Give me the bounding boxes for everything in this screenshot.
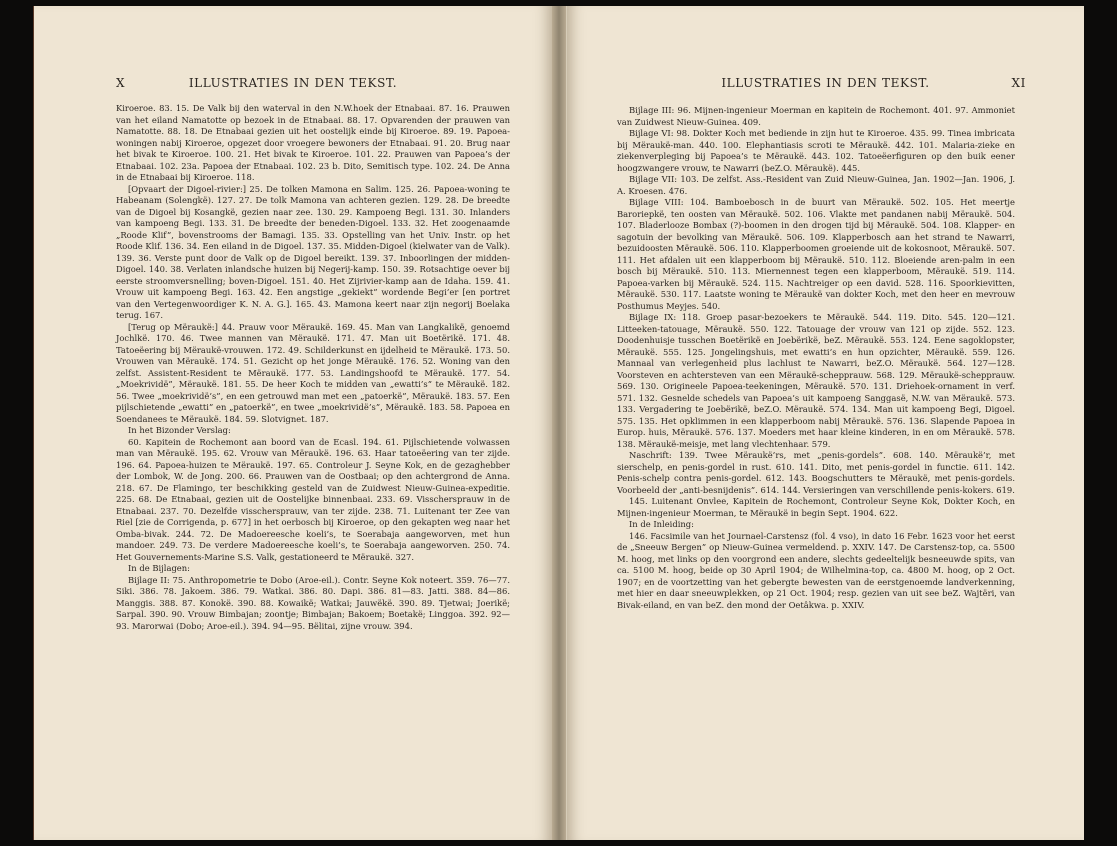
- left-running-title: ILLUSTRATIES IN DEN TEKST.: [188, 76, 398, 90]
- left-page-number: X: [116, 76, 126, 90]
- right-paragraph: 145. Luitenant Onvlee, Kapitein de Rochemont, Controleur Seyne Kok, Dokter Koch, en Mijnen-ingenieur Moerman, te Mëraukë in begin Sept. 1904. 622.: [617, 496, 1015, 518]
- right-running-title: ILLUSTRATIES IN DEN TEKST.: [721, 76, 930, 90]
- section-heading-bizonder: In het Bizonder Verslag:: [128, 425, 231, 435]
- left-page: [34, 6, 553, 840]
- right-body-text: [617, 105, 1015, 611]
- left-paragraph: Bijlage II: 75. Anthropometrie te Dobo (Aroe-eil.). Contr. Seyne Kok noteert. 359. 76—77. Siki. 386. 78. Jakoem. 386. 79. Watkai. 386. 80. Dapi. 386. 81—83. Jatti. 388. 84—86. Manggis. 388. 87. Konokë. 390. 88. Kowaikë; Watkai; Jauwëkë. 390. 89. Tjetwai; Joerikë; Sarpal. 390. 90. Vrouw Bimbajan; zoontje; Bimbajan; Bakoem; Boetakë; Linggoa. 392. 92—93. Marorwai (Dobo; Aroe-eil.). 394. 94—95. Bëlitai, zijne vrouw. 394.: [116, 574, 510, 631]
- right-paragraph: 146. Facsimile van het Journael-Carstensz (fol. 4 vso), in dato 16 Febr. 1623 voor het eerst de „Sneeuw Bergen” op Nieuw-Guinea vermeldend. p. XXIV. 147. De Carstensz-top, ca. 5500 M. hoog, met links op den voorgrond een andere, slechts gedeeltelijk besneeuwde spits, van ca. 5100 M. hoog, beide op 30 April 1904; de Wilhelmina-top, ca. 4800 M. hoog, op 2 Oct. 1907; en de voortzetting van het gebergte bewesten van de eerstgenoemde landverkenning, met hier en daar sneeuwplekken, op 21 Oct. 1904; resp. gezien van uit see beZ. Wajtëri, van Bivak-eiland, en van beZ. den mond der Oetâkwa. p. XXIV.: [617, 530, 1015, 610]
- left-paragraph: [Opvaart der Digoel-rivier:] 25. De tolken Mamona en Salim. 125. 26. Papoea-woning te Habeanam (Solengkë). 127. 27. De tolk Mamona van achteren gezien. 129. 28. De breedte van de Digoel bij Kosangkë, gezien naar zee. 130. 29. Kampoeng Begi. 131. 30. Inlanders van kampoeng Begi. 133. 31. De breedte der beneden-Digoel. 133. 32. Het zoogenaamde „Roode Klif”, bovenstrooms der Bamagi. 135. 33. Opstelling van het Univ. Instr. op het Roode Klif. 136. 34. Een eiland in de Digoel. 137. 35. Midden-Digoel (kielwater van de Valk). 139. 36. Verste punt door de Valk op de Digoel bereikt. 139. 37. Inboorlingen der midden-Digoel. 140. 38. Verlaten inlandsche huizen bij Negerij-kamp. 150. 39. Rotsachtige oever bij eerste stroomversnelling; boven-Digoel. 151. 40. Het Zijrivier-kamp aan de Idaha. 159. 41. Vrouw uit kampoeng Begi. 163. 42. Een angstige „gekiekt” wordende Begi’er [en portret van den Vertegenwoordiger K. N. A. G.]. 165. 43. Mamona keert naar zijn negorij Boelaka terug. 167.: [116, 183, 510, 320]
- right-paragraph: Bijlage VII: 103. De zelfst. Ass.-Resident van Zuid Nieuw-Guinea, Jan. 1902—Jan. 1906, J. A. Kroesen. 476.: [617, 174, 1015, 196]
- right-paragraph: Bijlage III: 96. Mijnen-ingenieur Moerman en kapitein de Rochemont. 401. 97. Ammoniet van Zuidwest Nieuw-Guinea. 409.: [617, 105, 1015, 127]
- left-paragraph: Kiroeroe. 83. 15. De Valk bij den waterval in den N.W.hoek der Etnabaai. 87. 16. Prauwen van het eiland Namatotte op bezoek in de Etnabaai. 88. 17. Opvarenden der prauwen van Namatotte. 88. 18. De Etnabaai gezien uit het oostelijk einde bij Kiroeroe. 89. 19. Papoea-woningen nabij Kiroeroe, opgezet door vroegere bewoners der Etnabaai. 91. 20. Brug naar het bivak te Kiroeroe. 100. 21. Het bivak te Kiroeroe. 101. 22. Prauwen van Papoea’s der Etnabaai. 102. 23a. Papoea der Etnabaai. 102. 23 b. Dito, Semitisch type. 102. 24. De Anna in de Etnabaai bij Kiroeroe. 118.: [116, 103, 510, 182]
- left-body-text: [116, 103, 510, 632]
- book-gutter: [552, 6, 566, 840]
- left-paragraph: 60. Kapitein de Rochemont aan boord van de Ecasl. 194. 61. Pijlschietende volwassen man van Mëraukë. 195. 62. Vrouw van Mëraukë. 196. 63. Haar tatoeëering van ter zijde. 196. 64. Papoea-huizen te Mëraukë. 197. 65. Controleur J. Seyne Kok, en de gezaghebber der Lombok, W. de Jong. 200. 66. Prauwen van de Oostbaai; op den achtergrond de Anna. 218. 67. De Flamingo, ter beschikking gesteld van de Zuidwest Nieuw-Guinea-expeditie. 225. 68. De Etnabaai, gezien uit de Oostelijke binnenbaai. 233. 69. Visschersprauw in de Etnabaai. 237. 70. Dezelfde visschersprauw, van ter zijde. 238. 71. Luitenant ter Zee van Riel [zie de Corrigenda, p. 677] in het oerbosch bij Kiroeroe, op den gekapten weg naar het Omba-bivak. 244. 72. De Madoereesche koeli’s, te Soerabaja aangeworven, met hun mandoer. 249. 73. De verdere Madoereesche koeli’s, te Soerabaja aangeworven. 250. 74. Het Gouvernements-Marine S.S. Valk, gestationeerd te Mëraukë. 327.: [116, 436, 510, 562]
- right-paragraph: Bijlage IX: 118. Groep pasar-bezoekers te Mëraukë. 544. 119. Dito. 545. 120—121. Litteeken-tatouage, Mëraukë. 550. 122. Tatouage der vrouw van 121 op zijde. 552. 123. Doodenhuisje tusschen Boetërikë en Joebërikë, beZ. Mëraukë. 553. 124. Eene sagoklopster, Mëraukë. 555. 125. Jongelingshuis, met ewatti’s en hun opzichter, Mëraukë. 559. 126. Mannaal van verlegenheid plus lachlust te Nawarri, beZ.O. Mëraukë. 564. 127—128. Voorsteven en achtersteven van een Mëraukë-schepprauw. 568. 129. Mëraukë-schepprauw. 569. 130. Origineele Papoea-teekeningen, Mëraukë. 570. 131. Driehoek-ornament in verf. 571. 132. Gesnelde schedels van Papoea’s uit kampoeng Sanggasë, N.W. van Mëraukë. 573. 133. Vergadering te Joebërikë, beZ.O. Mëraukë. 574. 134. Man uit kampoeng Begi, Digoel. 575. 135. Het opklimmen in een klapperboom nabij Mëraukë. 576. 136. Slapende Papoea in Europ. huis, Mëraukë. 576. 137. Moeders met haar kleine kinderen, in en om Mëraukë. 578. 138. Mëraukë-meisje, met lang vlechtenhaar. 579.: [617, 312, 1015, 449]
- right-paragraph: Bijlage VIII: 104. Bamboebosch in de buurt van Mëraukë. 502. 105. Het meertje Baroriepkë, ten oosten van Mëraukë. 502. 106. Vlakte met pandanen nabij Mëraukë. 504. 107. Bladerlooze Bombax (?)-boomen in den drogen tijd bij Mëraukë. 504. 108. Klapper- en sagotuin der bevolking van Mëraukë. 506. 109. Klapperbosch aan het strand te Nawarri, bezuidoosten Mëraukë. 506. 110. Klapperboomen groeiende uit de kokosnoot, Mëraukë. 507. 111. Het afdalen uit een klapperboom bij Mëraukë. 510. 112. Bloeiende aren-palm in een bosch bij Mëraukë. 510. 113. Miernennest tegen een klapperboom, Mëraukë. 519. 114. Papoea-varken bij Mëraukë. 524. 115. Nachtreiger op een david. 528. 116. Spoorkievitten, Mëraukë. 530. 117. Laatste woning te Mëraukë van dokter Koch, met den heer en mevrouw Posthumus Meyjes. 540.: [617, 197, 1015, 311]
- right-page: [566, 6, 1084, 840]
- section-heading-inleiding: In de Inleiding:: [629, 519, 694, 529]
- right-page-number: XI: [1011, 76, 1026, 90]
- left-paragraph: [Terug op Mëraukë:] 44. Prauw voor Mëraukë. 169. 45. Man van Langkalikë, genoemd Jochlkë. 170. 46. Twee mannen van Mëraukë. 171. 47. Man uit Boetërikë. 171. 48. Tatoeëering bij Mëraukë-vrouwen. 172. 49. Schilderkunst en ijdelheid te Mëraukë. 173. 50. Vrouwen van Mëraukë. 174. 51. Gezicht op het jonge Mëraukë. 176. 52. Woning van den zelfst. Assistent-Resident te Mëraukë. 177. 53. Landingshoofd te Mëraukë. 177. 54. „Moekrividë”, Mëraukë. 181. 55. De heer Koch te midden van „ewatti’s” te Mëraukë. 182. 56. Twee „moekrividë’s”, en een getrouwd man met een „patoerkë”, Mëraukë. 183. 57. Een pijlschietende „ewatti” en „patoerkë”, en twee „moekrividë’s”, Mëraukë. 183. 58. Papoea en Soendanees te Mëraukë. 184. 59. Slotvignet. 187.: [116, 321, 510, 424]
- right-paragraph: Bijlage VI: 98. Dokter Koch met bediende in zijn hut te Kiroeroe. 435. 99. Tinea imbricata bij Mëraukë-man. 440. 100. Elephantiasis scroti te Mëraukë. 442. 101. Malaria-zieke en ziekenverpleging bij Papoea’s te Mëraukë. 443. 102. Tatoeëerfiguren op den buik eener hoogzwangere vrouw, te Nawarri (beZ.O. Mëraukë). 445.: [617, 128, 1015, 173]
- right-paragraph: Naschrift: 139. Twee Mëraukë’rs, met „penis-gordels”. 608. 140. Mëraukë’r, met sierschelp, en penis-gordel in rust. 610. 141. Dito, met penis-gordel in functie. 611. 142. Penis-schelp contra penis-gordel. 612. 143. Boogschutters te Mëraukë, met penis-gordels. Voorbeeld der „anti-besnijdenis”. 614. 144. Versieringen van verschillende penis-kokers. 619.: [617, 450, 1015, 495]
- section-heading-bijlagen: In de Bijlagen:: [128, 563, 190, 573]
